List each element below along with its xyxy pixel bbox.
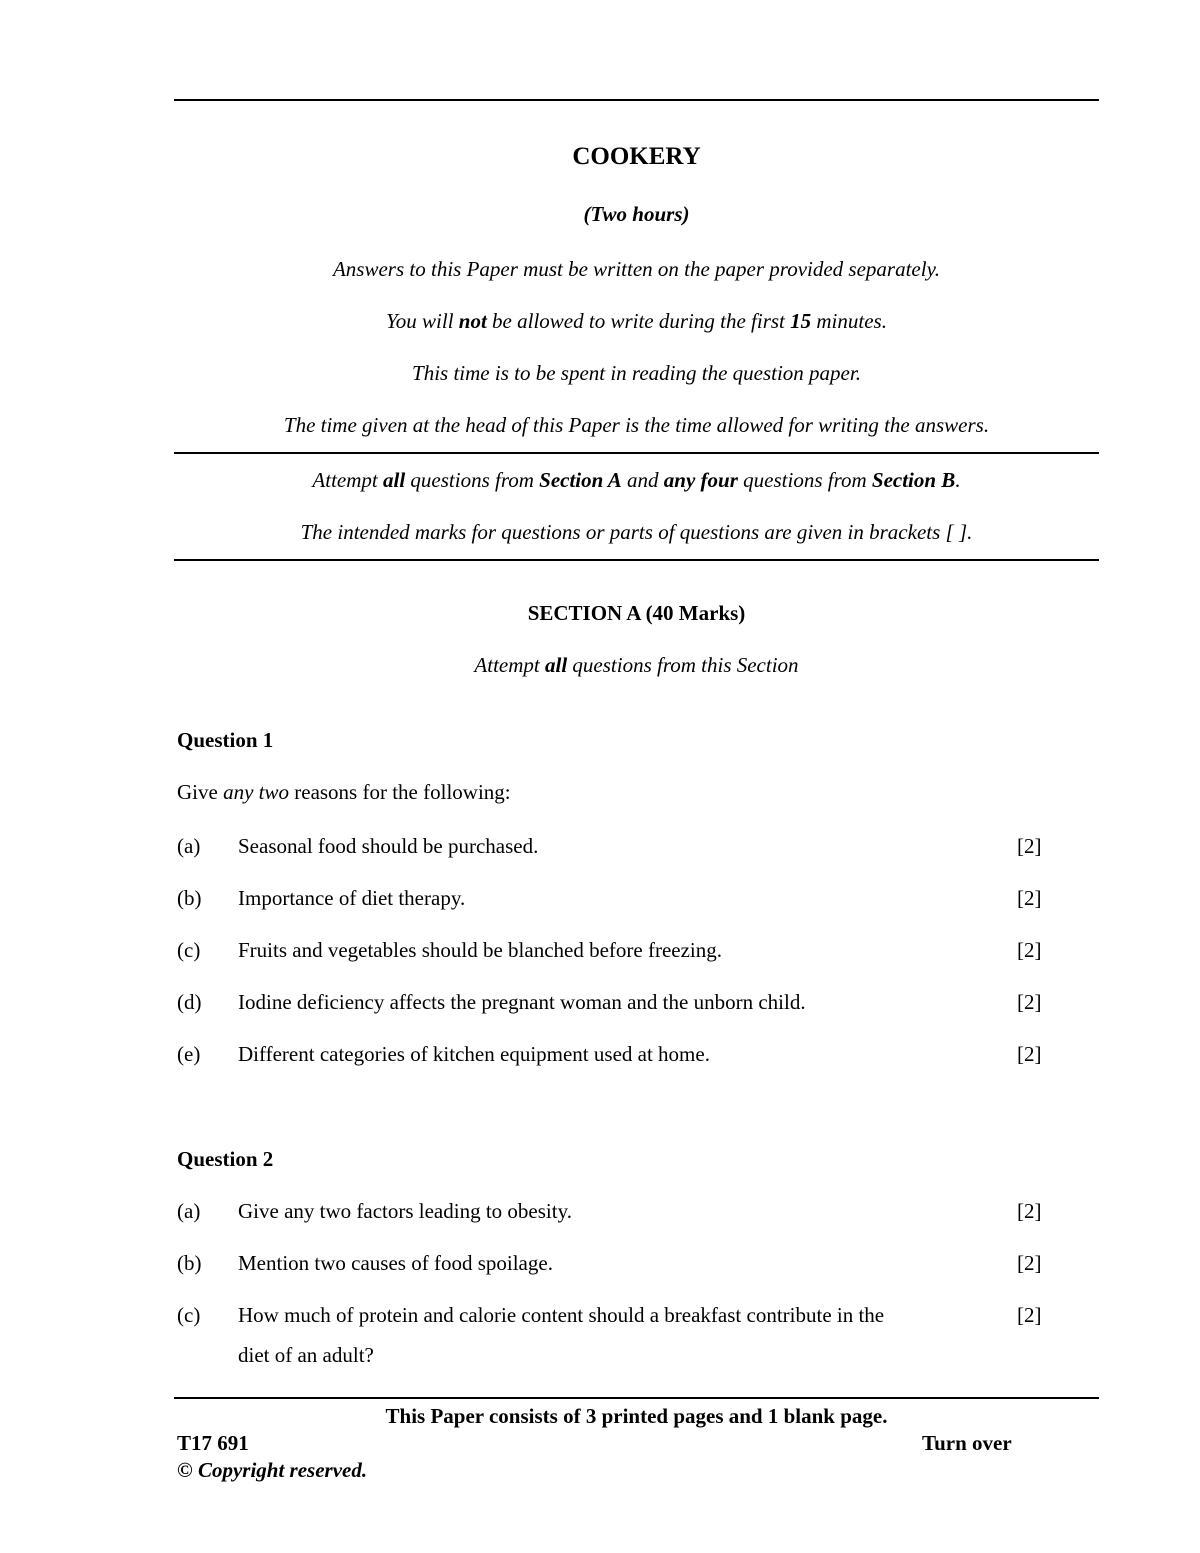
- item-text: Fruits and vegetables should be blanched before freezing.: [238, 938, 722, 962]
- item-mark: [2]: [1017, 990, 1042, 1014]
- item-label: (b): [177, 1251, 202, 1275]
- paper-title: COOKERY: [572, 143, 701, 170]
- instruction-line-3: This time is to be spent in reading the question paper.: [412, 361, 861, 385]
- item-text-block: [238, 1302, 978, 1368]
- item-text: Iodine deficiency affects the pregnant woman and the unborn child.: [238, 990, 806, 1014]
- item-text-continued: diet of an adult?: [238, 1343, 374, 1367]
- instruction-line-2: You will not be allowed to write during the first 15 minutes.: [386, 309, 887, 333]
- item-label: (c): [177, 1303, 201, 1327]
- item-label: (c): [177, 938, 201, 962]
- item-label: (a): [177, 834, 201, 858]
- duration: (Two hours): [583, 202, 690, 226]
- footer-rule: [174, 1397, 1099, 1399]
- paper-code: T17 691: [177, 1431, 249, 1455]
- item-label: (a): [177, 1199, 201, 1223]
- section-a-instruction: Attempt all questions from this Section: [474, 653, 799, 677]
- question-1-intro: Give any two reasons for the following:: [177, 780, 511, 804]
- copyright: © Copyright reserved.: [177, 1458, 368, 1482]
- section-rule: [174, 559, 1099, 561]
- item-mark: [2]: [1017, 1199, 1042, 1223]
- question-1-heading: Question 1: [177, 728, 274, 752]
- item-mark: [2]: [1017, 1042, 1042, 1066]
- section-a-title: SECTION A (40 Marks): [527, 601, 746, 625]
- item-text: Seasonal food should be purchased.: [238, 834, 539, 858]
- item-text: Mention two causes of food spoilage.: [238, 1251, 553, 1275]
- item-mark: [2]: [1017, 834, 1042, 858]
- item-text: Give any two factors leading to obesity.: [238, 1199, 572, 1223]
- turn-over: Turn over: [922, 1431, 1012, 1455]
- item-mark: [2]: [1017, 938, 1042, 962]
- item-mark: [2]: [1017, 1303, 1042, 1327]
- item-label: (b): [177, 886, 202, 910]
- attempt-instruction: Attempt all questions from Section A and any four questions from Section B.: [312, 468, 961, 492]
- item-label: (e): [177, 1042, 201, 1066]
- item-mark: [2]: [1017, 1251, 1042, 1275]
- item-text: How much of protein and calorie content should a breakfast contribute in the: [238, 1303, 885, 1327]
- instruction-line-4: The time given at the head of this Paper is the time allowed for writing the answers.: [283, 413, 990, 437]
- pages-note: This Paper consists of 3 printed pages and 1 blank page.: [385, 1404, 888, 1428]
- question-2-heading: Question 2: [177, 1147, 274, 1171]
- item-text: Importance of diet therapy.: [238, 886, 466, 910]
- instruction-line-1: Answers to this Paper must be written on the paper provided separately.: [332, 257, 940, 281]
- top-rule: [174, 99, 1099, 101]
- marks-note: The intended marks for questions or parts of questions are given in brackets [ ].: [300, 520, 973, 544]
- item-text: Different categories of kitchen equipment used at home.: [238, 1042, 710, 1066]
- item-label: (d): [177, 990, 202, 1014]
- instructions-rule: [174, 452, 1099, 454]
- item-mark: [2]: [1017, 886, 1042, 910]
